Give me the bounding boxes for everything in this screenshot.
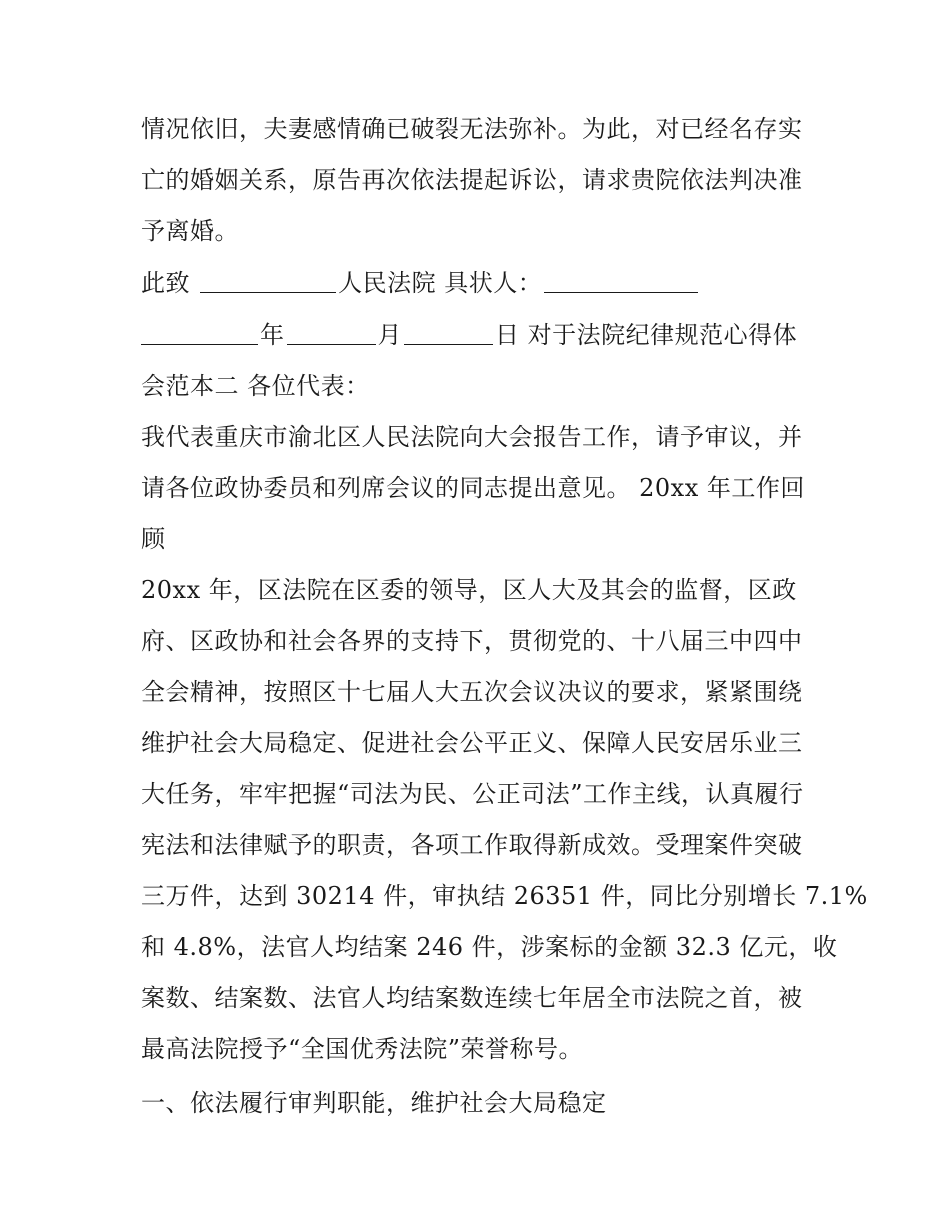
text-line: 宪法和法律赋予的职责，各项工作取得新成效。受理案件突破 bbox=[141, 831, 803, 859]
month-label: 月 bbox=[377, 321, 402, 349]
text-line: 顾 bbox=[141, 525, 166, 553]
text-line: 我代表重庆市渝北区人民法院向大会报告工作，请予审议，并 bbox=[141, 423, 803, 451]
text-line: 全会精神，按照区十七届人大五次会议决议的要求，紧紧围绕 bbox=[141, 678, 803, 706]
text-line: 予离婚。 bbox=[141, 217, 239, 245]
text-line: 20xx 年，区法院在区委的领导，区人大及其会的监督，区政 bbox=[141, 576, 797, 604]
plaintiff-name-blank bbox=[544, 270, 698, 293]
month-blank bbox=[287, 322, 376, 345]
text-line: 府、区政协和社会各界的支持下，贯彻党的、十八届三中四中 bbox=[141, 627, 803, 655]
text-line: 案数、结案数、法官人均结案数连续七年居全市法院之首，被 bbox=[141, 984, 803, 1012]
date-line bbox=[141, 310, 821, 361]
salutation-line bbox=[141, 258, 821, 309]
salutation-court-suffix: 人民法院 具状人： bbox=[338, 269, 543, 297]
text-line: 维护社会大局稳定、促进社会公平正义、保障人民安居乐业三 bbox=[141, 729, 803, 757]
text-line: 亡的婚姻关系，原告再次依法提起诉讼，请求贵院依法判决准 bbox=[141, 166, 803, 194]
year-label: 年 bbox=[260, 321, 285, 349]
day-tail: 日 对于法院纪律规范心得体 bbox=[495, 321, 798, 349]
text-line: 和 4.8%，法官人均结案 246 件，涉案标的金额 32.3 亿元，收 bbox=[141, 933, 838, 961]
salutation-prefix: 此致 bbox=[141, 269, 190, 297]
court-name-blank bbox=[200, 270, 336, 293]
document-body bbox=[141, 104, 868, 1129]
section-heading: 一、依法履行审判职能，维护社会大局稳定 bbox=[141, 1089, 607, 1117]
text-line: 三万件，达到 30214 件，审执结 26351 件，同比分别增长 7.1% bbox=[141, 882, 868, 910]
text-line: 请各位政协委员和列席会议的同志提出意见。 20xx 年工作回 bbox=[141, 474, 805, 502]
year-blank bbox=[141, 322, 258, 345]
text-line: 会范本二 各位代表： bbox=[141, 372, 370, 400]
day-blank bbox=[404, 322, 493, 345]
text-line: 最高法院授予“全国优秀法院”荣誉称号。 bbox=[141, 1035, 584, 1063]
text-line: 情况依旧，夫妻感情确已破裂无法弥补。为此，对已经名存实 bbox=[141, 115, 803, 143]
text-line: 大任务，牢牢把握“司法为民、公正司法”工作主线，认真履行 bbox=[141, 780, 804, 808]
